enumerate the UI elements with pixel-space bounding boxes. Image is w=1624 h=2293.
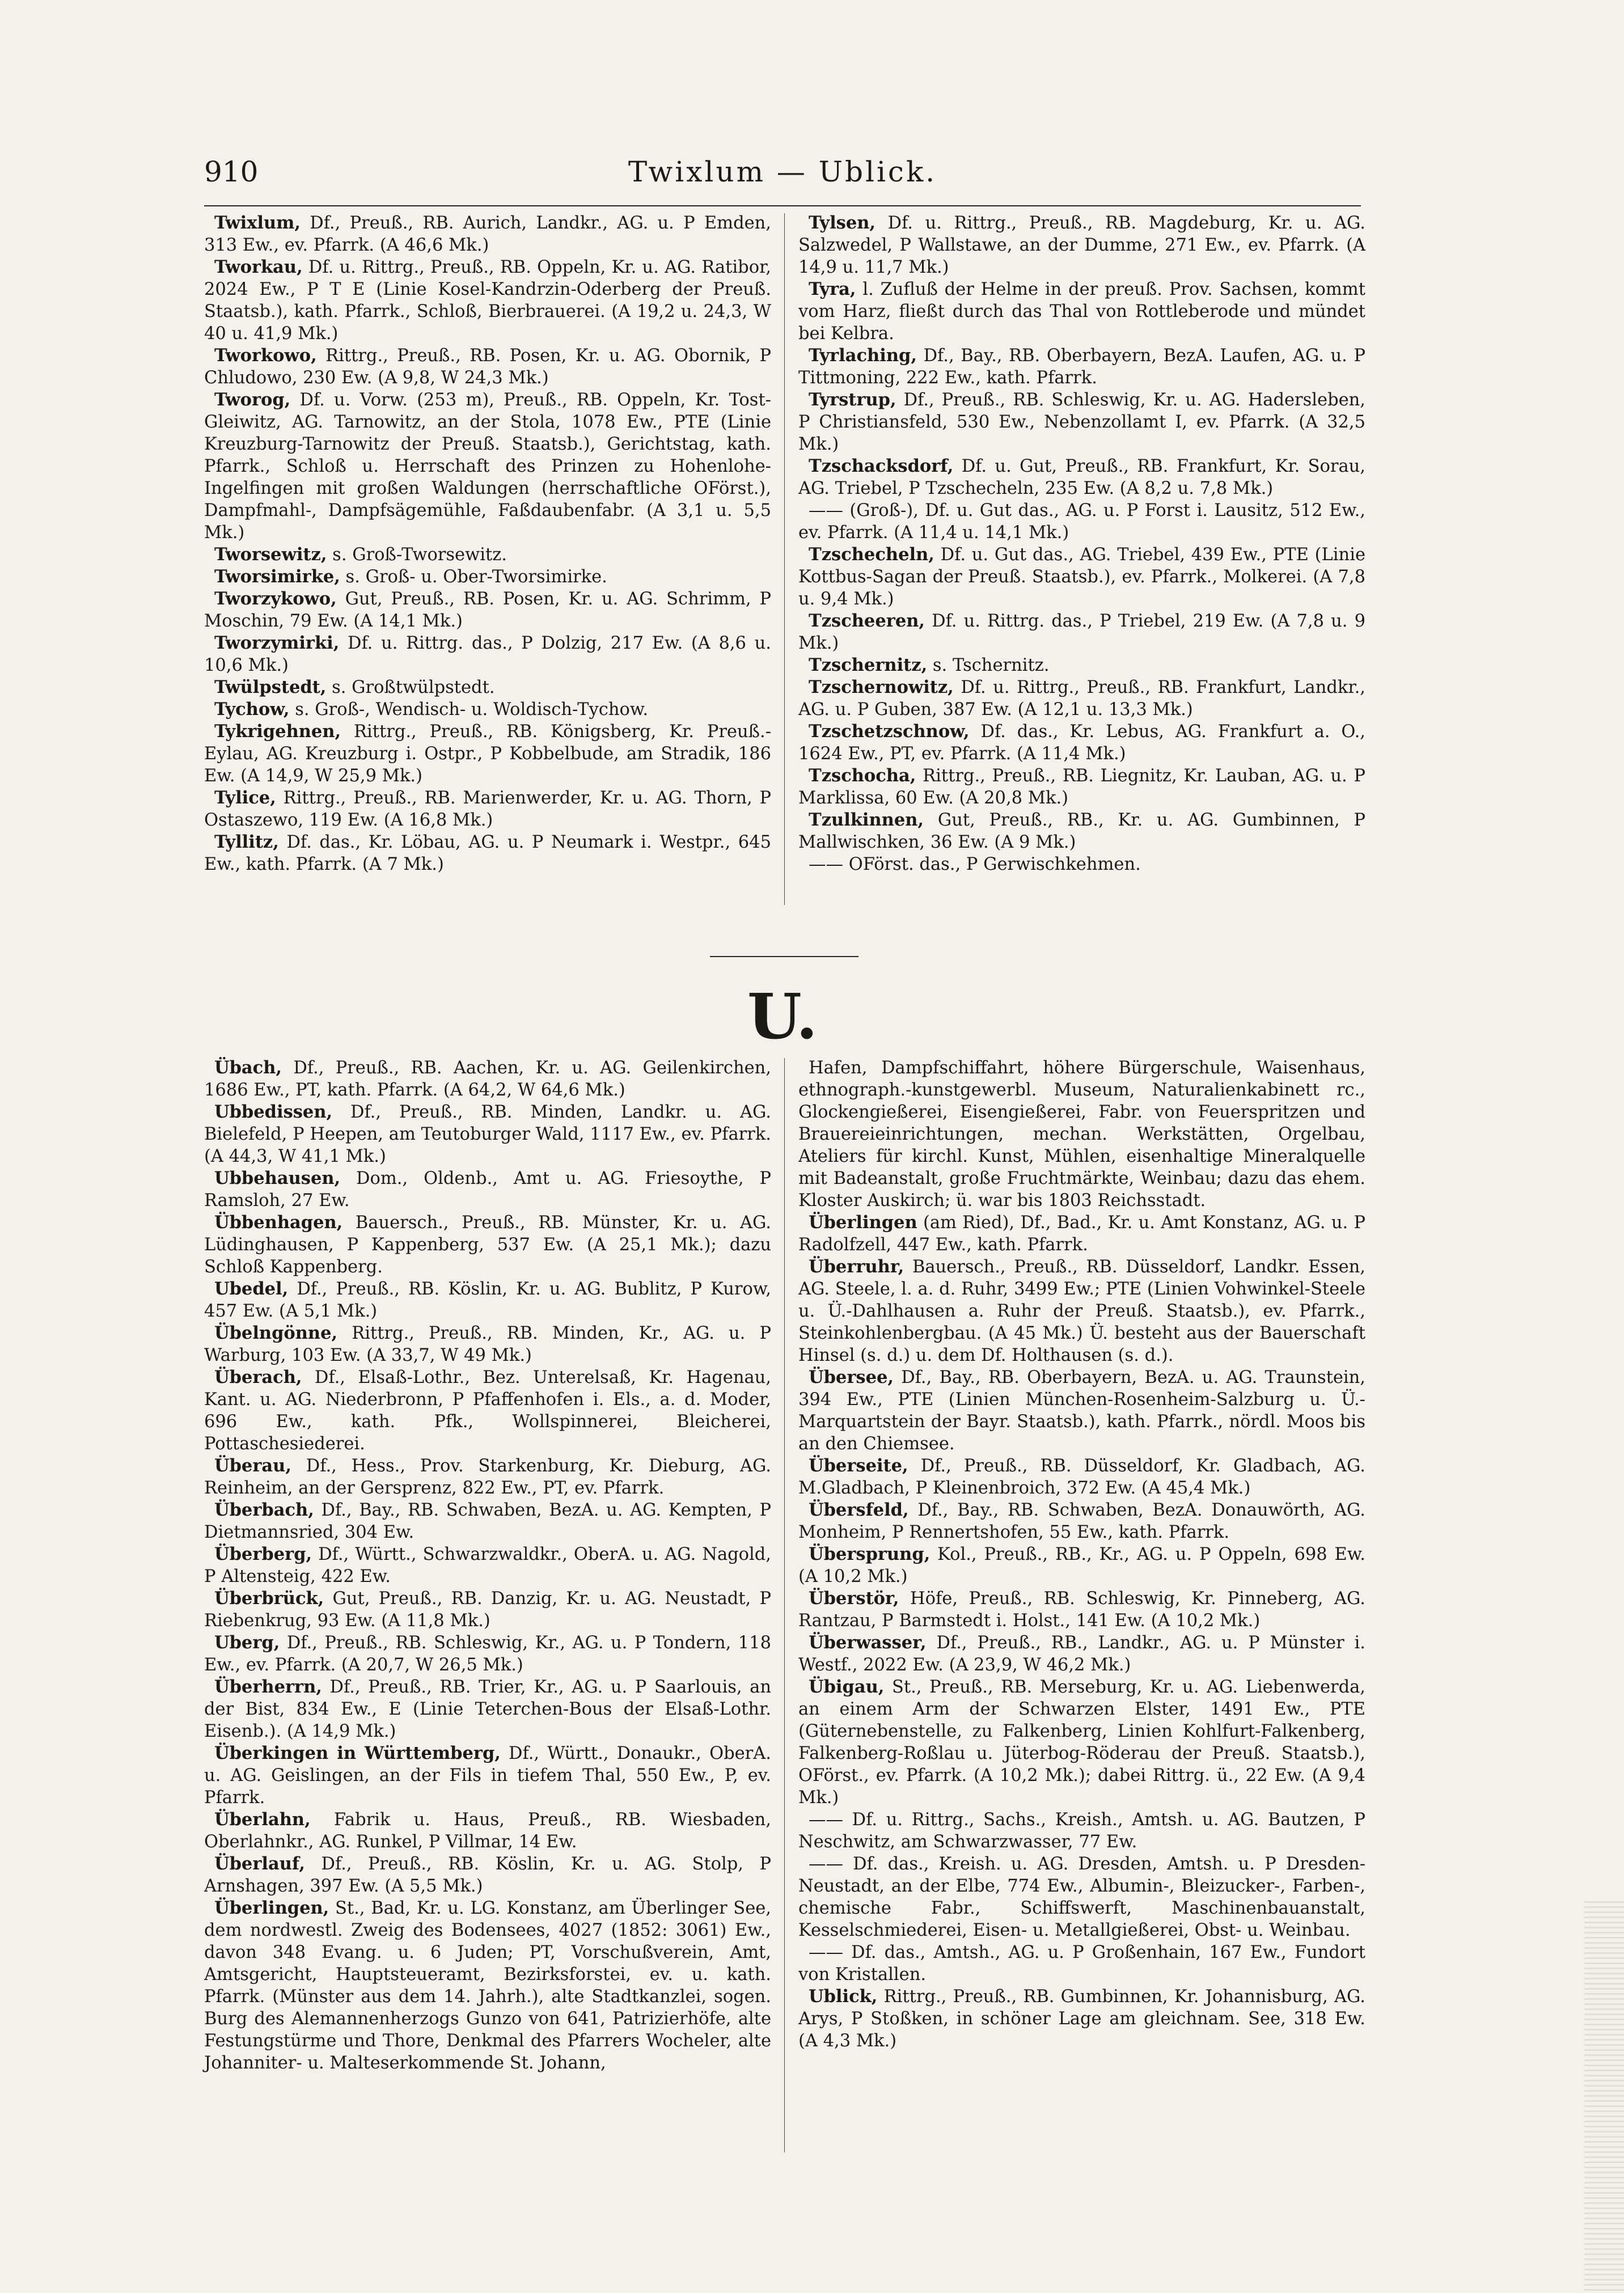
entry-text: Bauersch., Preuß., RB. Düsseldorf, Landkr. Essen, AG. Steele, l. a. d. Ruhr, 3499 Ew.; PTE (Linien Vohwinkel-Steele u. Ü.-Dahlhausen a. Ruhr der Preuß. Staatsb.), ev. Pfarrk., Steinkohlenbergbau. (A 45 Mk.) Ü. besteht aus der Bauerschaft Hinsel (s. d.) u. dem Df. Holthausen (s. d.). — [798, 1257, 1365, 1365]
entry-headword: Überlahn, — [214, 1809, 311, 1830]
page-number: 910 — [204, 155, 259, 188]
entry-headword: Tworzymirki, — [214, 633, 340, 653]
entry-text: Df., Preuß., RB. Köslin, Kr. u. AG. Bublitz, P Kurow, 457 Ew. (A 5,1 Mk.) — [204, 1279, 771, 1321]
dictionary-entry — [798, 1256, 1365, 1367]
dictionary-entry — [204, 787, 771, 831]
entry-headword: Tzschocha, — [809, 765, 916, 786]
entry-headword: Tylice, — [214, 788, 276, 808]
dictionary-entry — [798, 654, 1365, 676]
entry-headword: Überlingen — [809, 1212, 917, 1233]
dictionary-entry — [798, 389, 1365, 455]
entry-headword: Tyrlaching, — [809, 345, 917, 366]
dictionary-entry — [204, 721, 771, 787]
entry-headword: Tykrigehnen, — [214, 721, 341, 742]
dictionary-entry — [798, 1853, 1365, 1941]
entry-text: Df., Preuß., RB. Schleswig, Kr. u. AG. Hadersleben, P Christiansfeld, 530 Ew., Nebenzollamt I, ev. Pfarrk. (A 32,5 Mk.) — [798, 390, 1365, 454]
entry-headword: Tzscheeren, — [809, 611, 925, 631]
entry-text: Rittrg., Preuß., RB. Minden, Kr., AG. u. P Warburg, 103 Ew. (A 33,7, W 49 Mk.) — [204, 1323, 771, 1365]
entry-headword: Übersprung, — [809, 1544, 931, 1564]
entry-headword: Tzschecheln, — [809, 544, 934, 565]
entry-headword: Ublick, — [809, 1986, 878, 2007]
entry-headword: Tzulkinnen, — [809, 810, 924, 830]
entry-text: Df. u. Rittrg. das., P Triebel, 219 Ew. (A 7,8 u. 9 Mk.) — [798, 611, 1365, 653]
dictionary-entry — [204, 1897, 771, 2074]
page-header — [204, 152, 1361, 192]
entry-text: Df. u. Rittrg. das., P Dolzig, 217 Ew. (A 8,6 u. 10,6 Mk.) — [204, 633, 771, 675]
entry-headword: Übbenhagen, — [214, 1212, 343, 1233]
entry-text: Df., Bay., RB. Schwaben, BezA. Donauwörth, AG. Monheim, P Rennertshofen, 55 Ew., kath. Pfarrk. — [798, 1500, 1365, 1542]
dictionary-entry — [798, 1588, 1365, 1632]
entry-text: Df., Bay., RB. Oberbayern, BezA. u. AG. Traunstein, 394 Ew., PTE (Linien München-Rosenheim-Salzburg u. Ü.-Marquartstein der Bayr. Staatsb.), kath. Pfarrk., nördl. Moos bis an den Chiemsee. — [798, 1368, 1365, 1454]
entry-headword: Übach, — [214, 1057, 282, 1078]
entry-text: St., Bad, Kr. u. LG. Konstanz, am Überlinger See, dem nordwestl. Zweig des Bodensees, 4027 (1852: 3061) Ew., davon 348 Evang. u. 6 Juden; PT, Vorschußverein, Amt, Amtsgericht, Hauptsteueramt, Bezirksforstei, ev. u. kath. Pfarrk. (Münster aus dem 14. Jahrh.), alte Stadtkanzlei, sogen. Burg des Alemannenherzogs Gunzo von 641, Patrizierhöfe, alte Festungstürme und Thore, Denkmal des Pfarrers Wocheler, alte Johanniter- u. Malteserkommende St. Johann, — [204, 1898, 771, 2073]
dictionary-entry — [204, 1278, 771, 1322]
header-rule — [204, 205, 1361, 206]
entry-text: Df., Preuß., RB. Schleswig, Kr., AG. u. P Tondern, 118 Ew., ev. Pfarrk. (A 20,7, W 26,5 Mk.) — [204, 1633, 771, 1675]
entry-text: s. Groß-Tworsewitz. — [327, 545, 507, 565]
entry-headword: Tworog, — [214, 390, 291, 410]
entry-headword: Twülpstedt, — [214, 677, 327, 697]
entry-text: s. Groß- u. Ober-Tworsimirke. — [340, 567, 607, 587]
dictionary-entry — [798, 1809, 1365, 1853]
entry-headword: Tychow, — [214, 699, 290, 720]
entry-text: (am Ried), Df., Bad., Kr. u. Amt Konstanz, AG. u. P Radolfzell, 447 Ew., kath. Pfarrk. — [798, 1213, 1365, 1255]
dictionary-entry — [204, 1809, 771, 1853]
entry-headword: Ubedel, — [214, 1279, 289, 1299]
entry-text: Df. u. Vorw. (253 m), Preuß., RB. Oppeln, Kr. Tost-Gleiwitz, AG. Tarnowitz, an der Stola, 1078 Ew., PTE (Linie Kreuzburg-Tarnowitz der Preuß. Staatsb.), Gerichtstag, kath. Pfarrk., Schloß u. Herrschaft des Prinzen zu Hohenlohe-Ingelfingen mit großen Waldungen (herrschaftliche OFörst.), Dampfmahl-, Dampfsägemühle, Faßdaubenfabr. (A 3,1 u. 5,5 Mk.) — [204, 390, 771, 543]
entry-headword: Überach, — [214, 1367, 302, 1387]
entry-headword: Überkingen in Württemberg, — [214, 1743, 501, 1763]
entry-headword: Tzschernitz, — [809, 655, 928, 675]
entry-headword: Twixlum, — [214, 213, 301, 233]
dictionary-entry — [204, 632, 771, 676]
entry-text: Df., Preuß., RB. Minden, Landkr. u. AG. Bielefeld, P Heepen, am Teutoburger Wald, 1117 Ew., ev. Pfarrk. (A 44,3, W 41,1 Mk.) — [204, 1102, 771, 1166]
entry-text: Df., Bay., RB. Oberbayern, BezA. Laufen, AG. u. P Tittmoning, 222 Ew., kath. Pfarrk. — [798, 346, 1365, 388]
entry-headword: Übersee, — [809, 1367, 894, 1387]
entry-text: Rittrg., Preuß., RB. Marienwerder, Kr. u. AG. Thorn, P Ostaszewo, 119 Ew. (A 16,8 Mk.) — [204, 788, 771, 830]
running-title: Twixlum — Ublick. — [628, 155, 937, 188]
entry-text: —— OFörst. das., P Gerwischkehmen. — [809, 854, 1141, 874]
dictionary-entry — [204, 256, 771, 345]
dictionary-entry — [798, 212, 1365, 278]
entry-headword: Tworzykowo, — [214, 589, 337, 609]
dictionary-entry — [204, 588, 771, 632]
dictionary-entry — [798, 853, 1365, 875]
entry-text: Gut, Preuß., RB., Kr. u. AG. Gumbinnen, P Mallwischken, 36 Ew. (A 9 Mk.) — [798, 810, 1365, 852]
entry-text: s. Tschernitz. — [927, 655, 1050, 675]
dictionary-entry — [204, 1212, 771, 1278]
entry-headword: Tyllitz, — [214, 832, 279, 852]
dictionary-entry — [204, 699, 771, 721]
dictionary-entry — [204, 1543, 771, 1588]
entry-headword: Überruhr, — [809, 1257, 904, 1277]
dictionary-entry — [798, 765, 1365, 809]
dictionary-entry — [204, 544, 771, 566]
entry-text: Höfe, Preuß., RB. Schleswig, Kr. Pinneberg, AG. Rantzau, P Barmstedt i. Holst., 141 Ew. (A 10,2 Mk.) — [798, 1589, 1365, 1631]
dictionary-entry — [204, 1588, 771, 1632]
dictionary-entry — [798, 278, 1365, 345]
dictionary-entry — [204, 1322, 771, 1367]
entry-text: Df., Preuß., RB., Landkr., AG. u. P Münster i. Westf., 2022 Ew. (A 23,9, W 46,2 Mk.) — [798, 1633, 1365, 1675]
entry-text: —— Df. das., Amtsh., AG. u. P Großenhain, 167 Ew., Fundort von Kristallen. — [798, 1943, 1365, 1985]
dictionary-entry — [204, 212, 771, 256]
dictionary-entry — [798, 500, 1365, 544]
dictionary-entry — [798, 1986, 1365, 2052]
dictionary-entry — [798, 1212, 1365, 1256]
dictionary-entry — [798, 1367, 1365, 1455]
entry-text: Df., Preuß., RB. Düsseldorf, Kr. Gladbach, AG. M.Gladbach, P Kleinenbroich, 372 Ew. (A 45,4 Mk.) — [798, 1456, 1365, 1498]
entry-text: Rittrg., Preuß., RB. Gumbinnen, Kr. Johannisburg, AG. Arys, P Stoßken, in schöner Lage am gleichnam. See, 318 Ew. (A 4,3 Mk.) — [798, 1987, 1365, 2051]
entry-headword: Tworsimirke, — [214, 566, 340, 587]
entry-text: Df., Preuß., RB. Köslin, Kr. u. AG. Stolp, P Arnshagen, 397 Ew. (A 5,5 Mk.) — [204, 1854, 771, 1896]
entry-headword: Überlauf, — [214, 1854, 305, 1874]
entry-text: —— Df. u. Rittrg., Sachs., Kreish., Amtsh. u. AG. Bautzen, P Neschwitz, am Schwarzwasser, 77 Ew. — [798, 1810, 1365, 1852]
entry-headword: Tyra, — [809, 279, 856, 299]
entry-headword: Tzschernowitz, — [809, 677, 954, 697]
entry-headword: Überseite, — [809, 1456, 908, 1476]
entry-text: Df., Preuß., RB. Aurich, Landkr., AG. u. P Emden, 313 Ew., ev. Pfarrk. (A 46,6 Mk.) — [204, 213, 771, 255]
dictionary-entry — [798, 544, 1365, 610]
entry-text: —— Df. das., Kreish. u. AG. Dresden, Amtsh. u. P Dresden-Neustadt, an der Elbe, 774 Ew., Albumin-, Bleizucker-, Farben-, chemische Fabr., Schiffswerft, Maschinenbauanstalt, Kesselschmiederei, Eisen- u. Metallgießerei, Obst- u. Weinbau. — [798, 1854, 1365, 1940]
entry-text: Fabrik u. Haus, Preuß., RB. Wiesbaden, Oberlahnkr., AG. Runkel, P Villmar, 14 Ew. — [204, 1810, 771, 1852]
entry-text: Bauersch., Preuß., RB. Münster, Kr. u. AG. Lüdinghausen, P Kappenberg, 537 Ew. (A 25,1 Mk.); dazu Schloß Kappenberg. — [204, 1213, 771, 1277]
dictionary-entry — [798, 809, 1365, 853]
page-edge-smudge — [1584, 1899, 1624, 2291]
entry-text: l. Zufluß der Helme in der preuß. Prov. Sachsen, kommt vom Harz, fließt durch das Thal von Rottleberode und mündet bei Kelbra. — [798, 280, 1365, 344]
dictionary-entry — [204, 676, 771, 699]
entry-text: Df. u. Rittrg., Preuß., RB. Magdeburg, Kr. u. AG. Salzwedel, P Wallstawe, an der Dumme, 271 Ew., ev. Pfarrk. (A 14,9 u. 11,7 Mk.) — [798, 213, 1365, 277]
entry-headword: Überbrück, — [214, 1588, 324, 1609]
top-right-column — [798, 212, 1365, 875]
entry-headword: Tylsen, — [809, 213, 876, 233]
dictionary-entry — [204, 1367, 771, 1455]
dictionary-entry — [204, 831, 771, 875]
dictionary-entry — [798, 1941, 1365, 1986]
dictionary-entry — [798, 1632, 1365, 1676]
dictionary-entry — [798, 1543, 1365, 1588]
entry-headword: Überherrn, — [214, 1677, 322, 1697]
section-letter: U. — [747, 980, 818, 1053]
entry-headword: Tworkau, — [214, 257, 303, 277]
entry-text: Rittrg., Preuß., RB. Liegnitz, Kr. Lauban, AG. u. P Marklissa, 60 Ew. (A 20,8 Mk.) — [798, 766, 1365, 808]
entry-text: Df., Preuß., RB. Aachen, Kr. u. AG. Geilenkirchen, 1686 Ew., PT, kath. Pfarrk. (A 64,2, W 64,6 Mk.) — [204, 1058, 771, 1100]
entry-headword: Überau, — [214, 1456, 291, 1476]
dictionary-entry — [204, 1057, 771, 1101]
dictionary-entry — [204, 1742, 771, 1809]
entry-headword: Tworkowo, — [214, 345, 317, 366]
entry-text: Df. u. Rittrg., Preuß., RB. Frankfurt, Landkr., AG. u. P Guben, 387 Ew. (A 12,1 u. 13,3 Mk.) — [798, 678, 1365, 720]
entry-text: Df., Hess., Prov. Starkenburg, Kr. Dieburg, AG. Reinheim, an der Gersprenz, 822 Ew., PT, ev. Pfarrk. — [204, 1456, 771, 1498]
column-divider-bottom — [784, 1058, 785, 2152]
entry-text: St., Preuß., RB. Merseburg, Kr. u. AG. Liebenwerda, an einem Arm der Schwarzen Elster, 1491 Ew., PTE (Güternebenstelle, zu Falkenberg, Linien Kohlfurt-Falkenberg, Falkenberg-Roßlau u. Jüterbog-Röderau der Preuß. Staatsb.), OFörst., ev. Pfarrk. (A 10,2 Mk.); dabei Rittrg. ü., 22 Ew. (A 9,4 Mk.) — [798, 1677, 1365, 1808]
entry-text: Rittrg., Preuß., RB. Posen, Kr. u. AG. Obornik, P Chludowo, 230 Ew. (A 9,8, W 24,3 Mk.) — [204, 346, 771, 388]
dictionary-entry — [204, 1101, 771, 1167]
entry-text: Df. u. Rittrg., Preuß., RB. Oppeln, Kr. u. AG. Ratibor, 2024 Ew., P T E (Linie Kosel-Kandrzin-Oderberg der Preuß. Staatsb.), kath. Pfarrk., Schloß, Bierbrauerei. (A 19,2 u. 24,3, W 40 u. 41,9 Mk.) — [204, 257, 771, 344]
dictionary-entry — [798, 345, 1365, 389]
dictionary-entry — [204, 1455, 771, 1499]
entry-headword: Tworsewitz, — [214, 544, 327, 565]
entry-text: s. Groß-, Wendisch- u. Woldisch-Tychow. — [289, 700, 649, 720]
column-divider-top — [784, 213, 785, 905]
entry-headword: Übelngönne, — [214, 1323, 338, 1343]
entry-text: Df. das., Kr. Lebus, AG. Frankfurt a. O., 1624 Ew., PT, ev. Pfarrk. (A 11,4 Mk.) — [798, 722, 1365, 764]
entry-headword: Überstör, — [809, 1588, 899, 1609]
entry-text: Hafen, Dampfschiffahrt, höhere Bürgerschule, Waisenhaus, ethnograph.-kunstgewerbl. Museum, Naturalienkabinett rc., Glockengießerei, Eisengießerei, Fabr. von Feuerspritzen und Brauereieinrichtungen, mechan. Werkstätten, Orgelbau, Ateliers für kirchl. Kunst, Mühlen, eisenhaltige Mineralquelle mit Badeanstalt, große Fruchtmärkte, Weinbau; dazu das ehem. Kloster Auskirch; ü. war bis 1803 Reichsstadt. — [798, 1058, 1365, 1211]
dictionary-entry — [798, 1455, 1365, 1499]
entry-headword: Ubbehausen, — [214, 1168, 341, 1188]
entry-headword: Übersfeld, — [809, 1500, 909, 1520]
dictionary-entry — [798, 1057, 1365, 1212]
dictionary-entry — [204, 1499, 771, 1543]
entry-headword: Überlingen, — [214, 1898, 329, 1918]
dictionary-entry — [798, 721, 1365, 765]
bottom-left-column — [204, 1057, 771, 2074]
entry-text: Df. das., Kr. Löbau, AG. u. P Neumark i. Westpr., 645 Ew., kath. Pfarrk. (A 7 Mk.) — [204, 832, 771, 874]
entry-headword: Ubbedissen, — [214, 1102, 333, 1122]
entry-text: Df., Württ., Schwarzwaldkr., OberA. u. AG. Nagold, P Altensteig, 422 Ew. — [204, 1545, 771, 1587]
dictionary-entry — [798, 455, 1365, 500]
entry-headword: Überbach, — [214, 1500, 314, 1520]
entry-headword: Tzschetzschnow, — [809, 721, 970, 742]
entry-text: Df., Preuß., RB. Trier, Kr., AG. u. P Saarlouis, an der Bist, 834 Ew., E (Linie Teterchen-Bous der Elsaß-Lothr. Eisenb.). (A 14,9 Mk.) — [204, 1677, 771, 1741]
entry-text: Df. u. Gut, Preuß., RB. Frankfurt, Kr. Sorau, AG. Triebel, P Tzschecheln, 235 Ew. (A 8,2 u. 7,8 Mk.) — [798, 456, 1365, 498]
entry-text: Gut, Preuß., RB. Danzig, Kr. u. AG. Neustadt, P Riebenkrug, 93 Ew. (A 11,8 Mk.) — [204, 1589, 771, 1631]
dictionary-entry — [798, 1499, 1365, 1543]
entry-text: Rittrg., Preuß., RB. Königsberg, Kr. Preuß.-Eylau, AG. Kreuzburg i. Ostpr., P Kobbelbude, am Stradik, 186 Ew. (A 14,9, W 25,9 Mk.) — [204, 722, 771, 786]
dictionary-entry — [798, 610, 1365, 654]
entry-headword: Tzschacksdorf, — [809, 456, 954, 476]
section-rule — [710, 956, 858, 957]
entry-text: Df. u. Gut das., AG. Triebel, 439 Ew., PTE (Linie Kottbus-Sagan der Preuß. Staatsb.), ev. Pfarrk., Molkerei. (A 7,8 u. 9,4 Mk.) — [798, 545, 1365, 609]
entry-headword: Uberg, — [214, 1632, 280, 1653]
dictionary-entry — [204, 1853, 771, 1897]
entry-headword: Tyrstrup, — [809, 390, 896, 410]
dictionary-entry — [204, 1167, 771, 1212]
entry-text: Df., Bay., RB. Schwaben, BezA. u. AG. Kempten, P Dietmannsried, 304 Ew. — [204, 1500, 771, 1542]
bottom-right-column — [798, 1057, 1365, 2052]
dictionary-entry — [798, 1676, 1365, 1809]
entry-text: Gut, Preuß., RB. Posen, Kr. u. AG. Schrimm, P Moschin, 79 Ew. (A 14,1 Mk.) — [204, 589, 771, 631]
entry-headword: Überwasser, — [809, 1632, 927, 1653]
dictionary-entry — [798, 676, 1365, 721]
entry-text: Dom., Oldenb., Amt u. AG. Friesoythe, P Ramsloh, 27 Ew. — [204, 1169, 771, 1211]
dictionary-entry — [204, 1676, 771, 1742]
entry-text: Kol., Preuß., RB., Kr., AG. u. P Oppeln, 698 Ew. (A 10,2 Mk.) — [798, 1545, 1365, 1587]
entry-text: s. Großtwülpstedt. — [326, 678, 495, 697]
entry-text: Df., Elsaß-Lothr., Bez. Unterelsaß, Kr. Hagenau, Kant. u. AG. Niederbronn, P Pfaffenhofen i. Els., a. d. Moder, 696 Ew., kath. Pfk., Wollspinnerei, Bleicherei, Pottaschesiederei. — [204, 1368, 771, 1454]
entry-headword: Überberg, — [214, 1544, 312, 1564]
top-left-column — [204, 212, 771, 875]
dictionary-entry — [204, 345, 771, 389]
entry-text: —— (Groß-), Df. u. Gut das., AG. u. P Forst i. Lausitz, 512 Ew., ev. Pfarrk. (A 11,4 u. 14,1 Mk.) — [798, 501, 1365, 543]
dictionary-entry — [204, 566, 771, 588]
entry-text: Df., Württ., Donaukr., OberA. u. AG. Geislingen, an der Fils in tiefem Thal, 550 Ew., P, ev. Pfarrk. — [204, 1744, 771, 1808]
dictionary-entry — [204, 1632, 771, 1676]
entry-headword: Übigau, — [809, 1677, 885, 1697]
dictionary-entry — [204, 389, 771, 544]
